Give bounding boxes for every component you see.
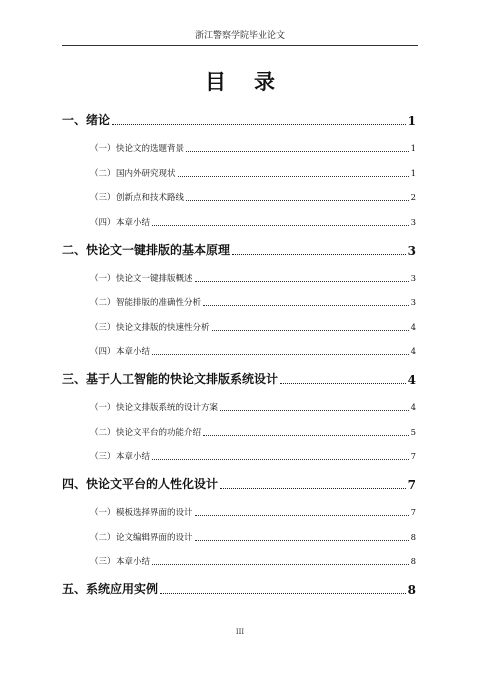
toc-leader-dots — [178, 176, 409, 177]
toc-entry-text: 智能排版的准确性分析 — [116, 298, 202, 308]
toc-entry-number: （四） — [90, 347, 116, 357]
page-number: III — [235, 628, 245, 636]
toc-leader-dots — [152, 354, 409, 355]
toc-leader-dots — [152, 564, 409, 565]
toc-entry-number: （二） — [90, 427, 116, 438]
toc-section-entry — [62, 187, 416, 203]
toc-page-number: 8 — [410, 557, 416, 567]
toc-entry-label — [90, 142, 184, 154]
toc-entry-number: （一） — [90, 273, 116, 284]
toc-entry-label: 二、快论文一键排版的基本原理 — [62, 242, 231, 257]
toc-title-char-1: 目 — [205, 69, 226, 94]
toc-entry-label: 一、绪论 — [62, 113, 111, 127]
toc-entry-number: （三） — [90, 322, 116, 333]
toc-entry-number: （二） — [90, 298, 116, 308]
toc-section-entry — [62, 268, 416, 284]
toc-entry-label — [90, 555, 150, 567]
toc-page-number: 1 — [410, 144, 416, 154]
toc-leader-dots — [220, 410, 409, 411]
toc-entry-text: 本章小结 — [116, 452, 151, 462]
toc-leader-dots — [186, 151, 409, 152]
toc-entry-label — [90, 216, 150, 228]
toc-leader-dots — [186, 200, 409, 201]
toc-entry-number: （一） — [90, 508, 116, 518]
toc-entry-label — [90, 345, 150, 357]
toc-page-number: 3 — [407, 243, 416, 258]
toc-entry-number: （一） — [90, 403, 116, 413]
toc-entry-text: 模板选择界面的设计 — [116, 508, 193, 518]
toc-entry-text: 本章小结 — [116, 217, 151, 228]
toc-page-number: 3 — [410, 217, 416, 228]
toc-entry-label — [90, 426, 201, 438]
toc-entry-text: 快论文排版的快速性分析 — [116, 322, 210, 333]
toc-chapter-entry — [62, 112, 416, 128]
toc-page-number: 4 — [407, 373, 416, 387]
toc-page-number: 5 — [410, 427, 416, 438]
toc-leader-dots — [112, 124, 406, 125]
toc-entry-text: 创新点和技术路线 — [116, 193, 185, 203]
toc-leader-dots — [212, 330, 409, 331]
toc-entry-number: （三） — [90, 557, 116, 567]
toc-leader-dots — [152, 225, 409, 226]
toc-entry-text: 快论文的选题背景 — [116, 144, 185, 154]
toc-leader-dots — [232, 254, 406, 255]
toc-entry-label: 五、系统应用实例 — [62, 582, 159, 596]
toc-entry-label — [90, 167, 176, 179]
toc-entry-label — [90, 450, 150, 462]
toc-section-entry — [62, 163, 416, 179]
toc-entry-number: （二） — [90, 168, 116, 179]
toc-section-entry — [62, 292, 416, 308]
toc-entry-text: 快论文排版系统的设计方案 — [116, 403, 219, 413]
toc-section-entry — [62, 527, 416, 543]
toc-leader-dots — [195, 515, 409, 516]
toc-section-entry — [62, 317, 416, 333]
toc-leader-dots — [152, 459, 409, 460]
toc-page-number: 4 — [410, 403, 416, 413]
toc-leader-dots — [280, 383, 406, 384]
toc-chapter-entry — [62, 371, 416, 387]
toc-page-number: 3 — [410, 298, 416, 308]
toc-page-number: 4 — [410, 347, 416, 357]
toc-entry-number: （二） — [90, 532, 116, 543]
toc-leader-dots — [203, 305, 409, 306]
toc-entry-number: （四） — [90, 217, 116, 228]
toc-leader-dots — [203, 435, 409, 436]
toc-section-entry — [62, 138, 416, 154]
toc-page-number: 1 — [410, 168, 416, 179]
toc-entry-label — [90, 191, 184, 203]
toc-section-entry — [62, 422, 416, 438]
toc-entry-label — [90, 296, 201, 308]
toc-page-number: 8 — [407, 583, 416, 597]
toc-section-entry — [62, 397, 416, 413]
toc-entry-number: （三） — [90, 193, 116, 203]
toc-entry-text: 快论文平台的功能介绍 — [116, 427, 202, 438]
toc-section-entry — [62, 212, 416, 228]
toc-leader-dots — [220, 488, 406, 489]
toc-page-number: 7 — [410, 452, 416, 462]
toc-page-number: 8 — [410, 532, 416, 543]
toc-entry-number: （一） — [90, 144, 116, 154]
toc-title — [0, 66, 480, 96]
page-header: 浙江警察学院毕业论文 — [62, 30, 418, 46]
toc-chapter-entry — [62, 242, 416, 258]
toc-entry-text: 快论文一键排版概述 — [116, 273, 193, 284]
toc-page-number: 7 — [410, 508, 416, 518]
toc-entry-text: 本章小结 — [116, 347, 151, 357]
toc-section-entry — [62, 551, 416, 567]
toc-entry-label — [90, 506, 193, 518]
toc-section-entry — [62, 341, 416, 357]
toc-entry-text: 论文编辑界面的设计 — [116, 532, 193, 543]
toc-entry-label: 三、基于人工智能的快论文排版系统设计 — [62, 372, 279, 386]
toc-leader-dots — [195, 281, 409, 282]
toc-entry-label — [90, 272, 193, 284]
toc-page-number: 7 — [407, 478, 416, 492]
toc-entry-label: 四、快论文平台的人性化设计 — [62, 477, 219, 491]
toc-entry-label — [90, 531, 193, 543]
toc-entry-number: （三） — [90, 452, 116, 462]
toc-page-number: 3 — [410, 273, 416, 284]
toc-page-number: 1 — [407, 114, 416, 128]
toc-section-entry — [62, 446, 416, 462]
toc-leader-dots — [195, 540, 409, 541]
toc-page-number: 2 — [410, 193, 416, 203]
toc-leader-dots — [160, 593, 406, 594]
toc-entry-text: 本章小结 — [116, 557, 151, 567]
toc-page-number: 4 — [410, 322, 416, 333]
toc-entry-text: 国内外研究现状 — [116, 168, 176, 179]
toc-entry-label — [90, 401, 218, 413]
toc-section-entry — [62, 502, 416, 518]
toc-chapter-entry — [62, 476, 416, 492]
toc-entry-label — [90, 321, 210, 333]
toc-title-char-2: 录 — [254, 69, 275, 94]
toc-chapter-entry — [62, 581, 416, 597]
